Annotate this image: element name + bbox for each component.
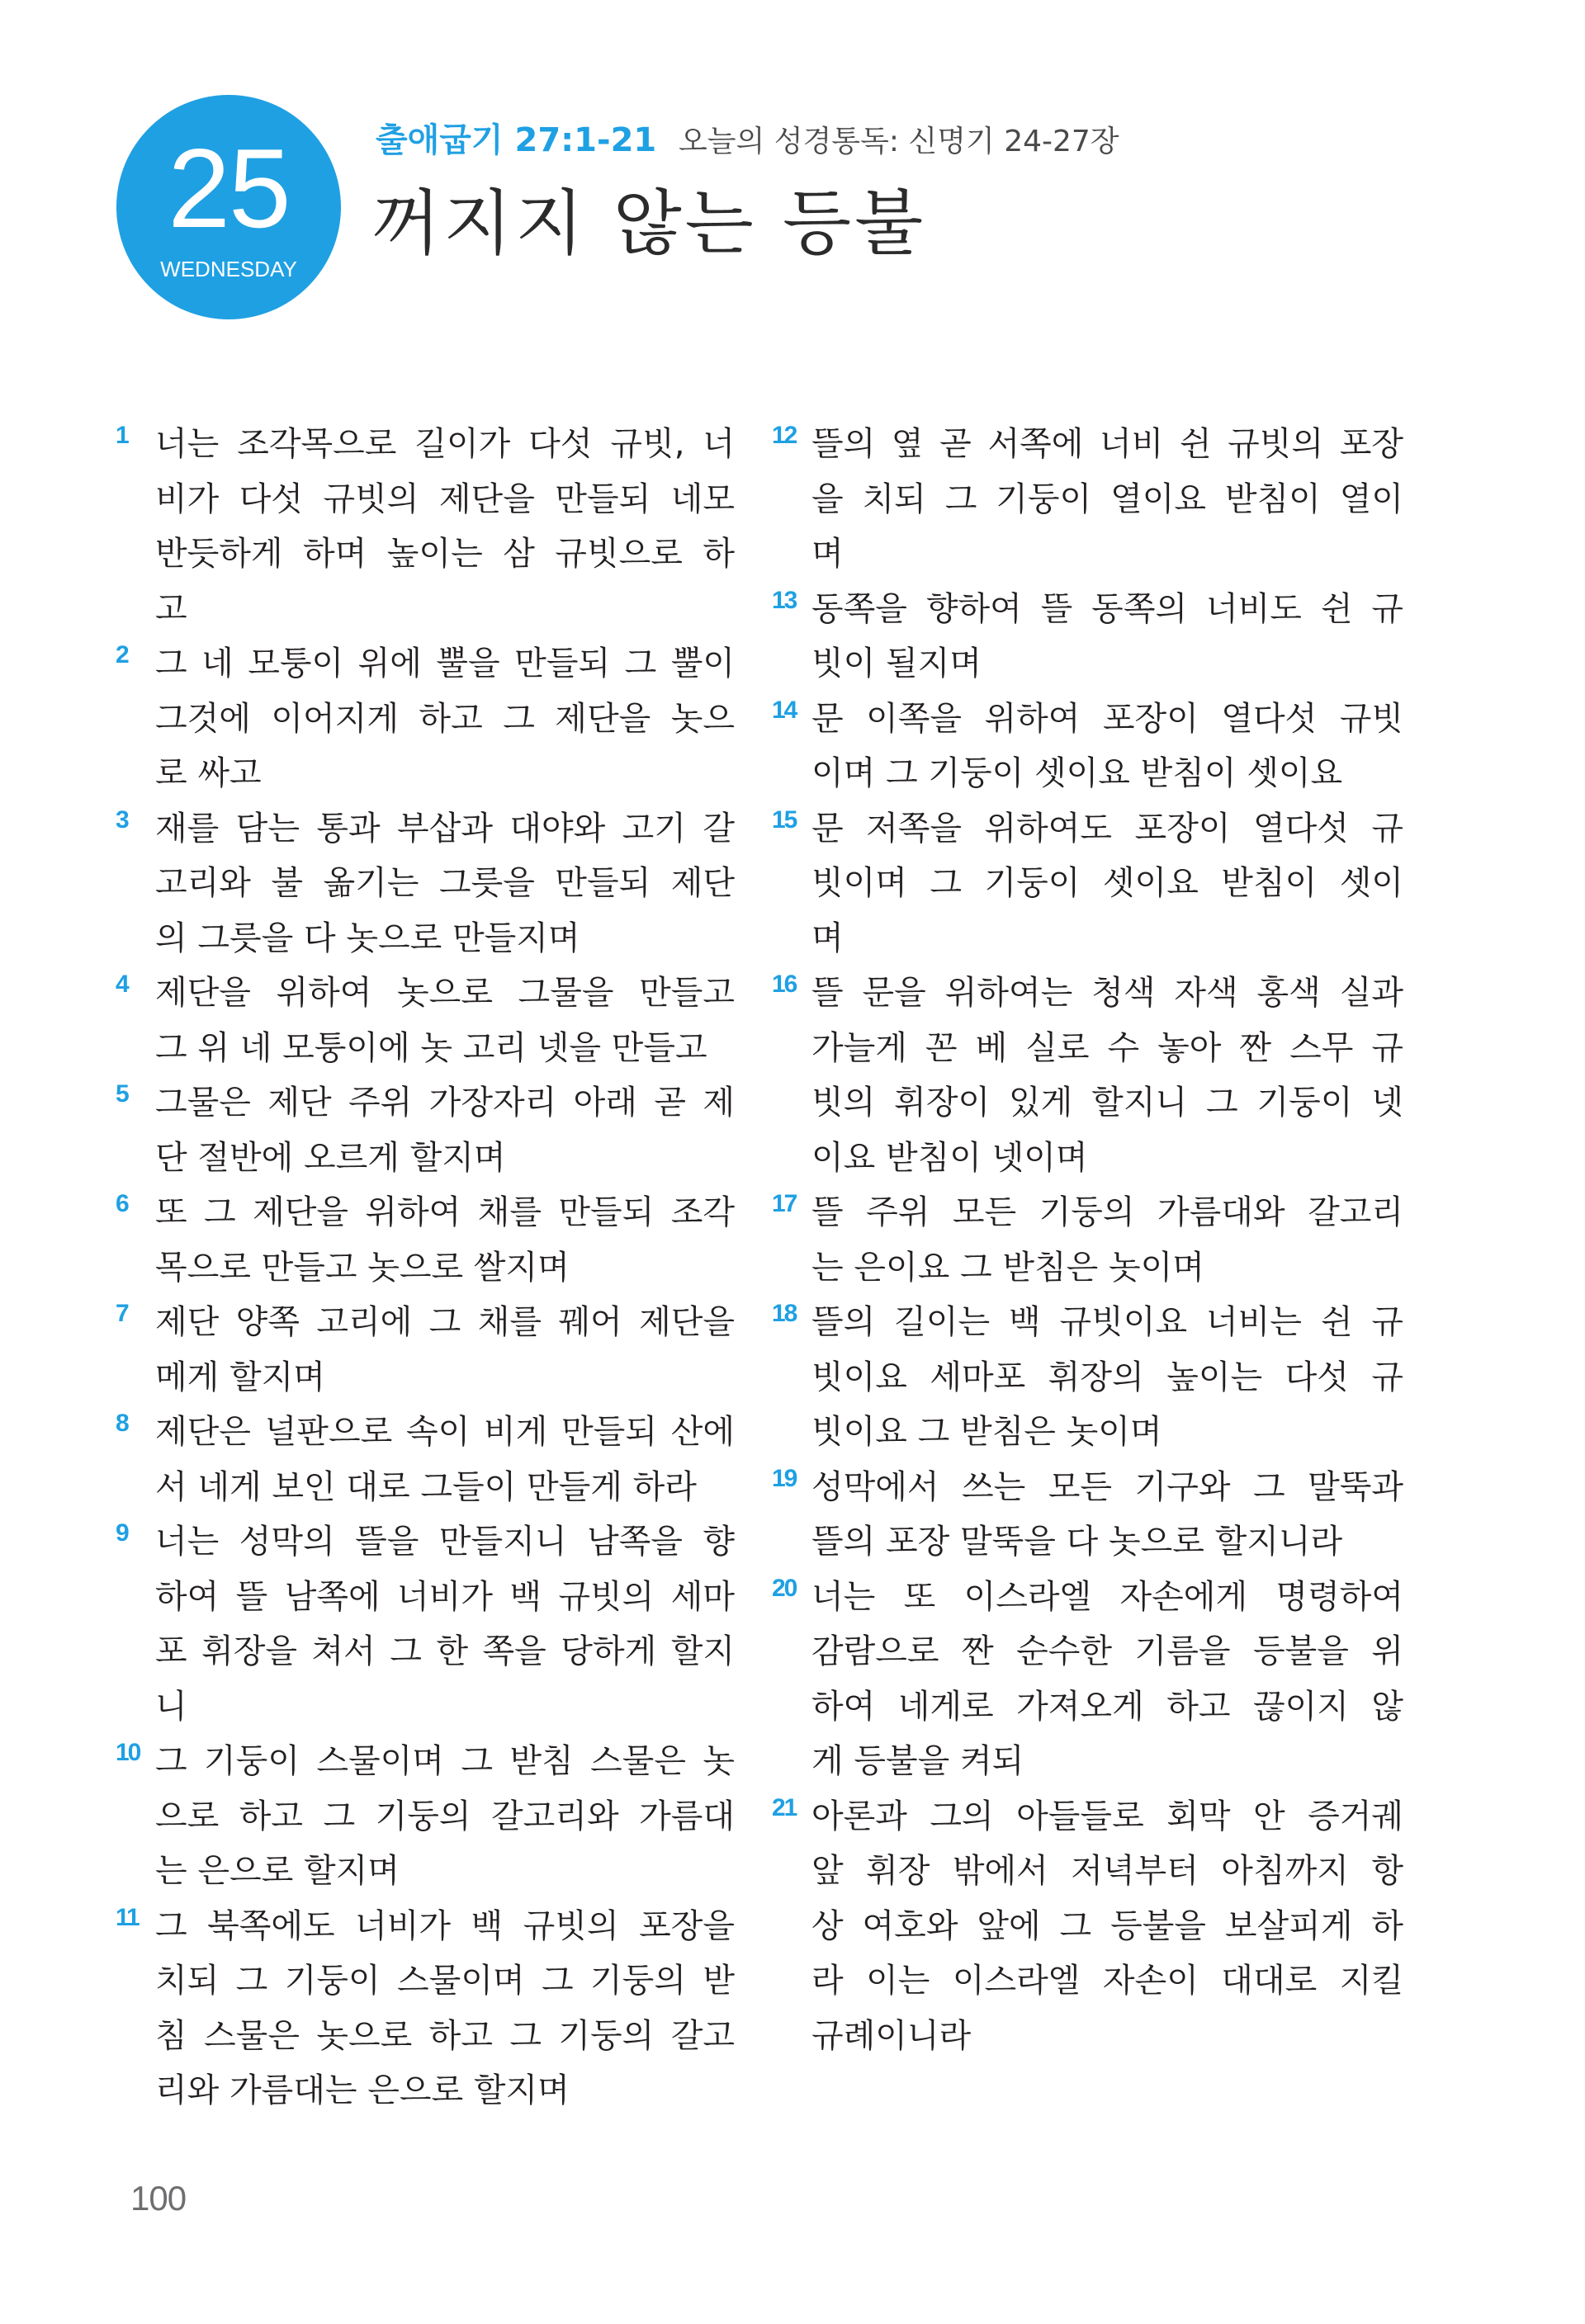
verse-line: 고 <box>155 589 187 628</box>
verse-line: 아론과 그의 아들들로 회막 안 증거궤 <box>811 1797 1403 1835</box>
page-title: 꺼지지 않는 등불 <box>371 182 927 265</box>
verse-line: 고리와 불 옮기는 그릇을 만들되 제단 <box>155 864 735 902</box>
verse-number: 18 <box>772 1300 797 1327</box>
verses-right-column <box>772 417 1403 2063</box>
verse-number: 12 <box>772 422 797 449</box>
verse-number: 11 <box>116 1903 139 1931</box>
verse-line: 포 휘장을 쳐서 그 한 쪽을 당하게 할지 <box>155 1632 735 1670</box>
verses-left-column <box>116 417 735 2119</box>
verse-line: 빗이요 세마포 휘장의 높이는 다섯 규 <box>811 1358 1403 1396</box>
verse-line: 그 위 네 모퉁이에 놋 고리 넷을 만들고 <box>155 1028 707 1067</box>
verse <box>116 1405 735 1514</box>
verse-line: 동쪽을 향하여 뜰 동쪽의 너비도 쉰 규 <box>811 589 1403 628</box>
verse <box>116 1075 735 1185</box>
verse-number: 21 <box>772 1793 797 1821</box>
verse-line: 비가 다섯 규빗의 제단을 만들되 네모 <box>155 479 735 518</box>
verse <box>116 1734 735 1899</box>
verse-number: 17 <box>772 1190 797 1217</box>
verse-line: 게 등불을 켜되 <box>811 1742 1024 1780</box>
verse-line: 메게 할지며 <box>155 1358 325 1396</box>
verse-line: 문 이쪽을 위하여 포장이 열다섯 규빗 <box>811 699 1403 738</box>
verse-line: 빗의 휘장이 있게 할지니 그 기둥이 넷 <box>811 1084 1403 1122</box>
verse-line: 는 은으로 할지며 <box>155 1852 400 1890</box>
verse <box>772 1460 1403 1570</box>
verse <box>772 801 1403 966</box>
date-badge <box>116 95 341 319</box>
verse-line: 리와 가름대는 은으로 할지며 <box>155 2071 570 2109</box>
verse-line: 라 이는 이스라엘 자손이 대대로 지킬 <box>811 1962 1403 2000</box>
verse-line: 하여 네게로 가져오게 하고 끊이지 않 <box>811 1687 1403 1726</box>
verse-line: 니 <box>155 1687 187 1726</box>
verse-line: 며 <box>811 919 844 957</box>
verse <box>772 582 1403 692</box>
day-number: 25 <box>168 125 290 251</box>
verse-line: 가늘게 꼰 베 실로 수 놓아 짠 스무 규 <box>811 1028 1403 1067</box>
verse-number: 7 <box>116 1300 128 1327</box>
verse-number: 13 <box>772 586 797 614</box>
verse-line: 앞 휘장 밖에서 저녁부터 아침까지 항 <box>811 1852 1403 1890</box>
verse-line: 로 싸고 <box>155 754 262 792</box>
verse-line: 뜰 주위 모든 기둥의 가름대와 갈고리 <box>811 1193 1403 1231</box>
verse <box>772 966 1403 1185</box>
verse-line: 감람으로 짠 순수한 기름을 등불을 위 <box>811 1632 1403 1670</box>
daily-reading-plan: 오늘의 성경통독: 신명기 24-27장 <box>678 125 1119 158</box>
verse-line: 제단은 널판으로 속이 비게 만들되 산에 <box>155 1413 735 1451</box>
verse-line: 치되 그 기둥이 스물이며 그 기둥의 받 <box>155 1962 735 2000</box>
verse-line: 그 기둥이 스물이며 그 받침 스물은 놋 <box>155 1742 735 1780</box>
verse <box>116 1514 735 1734</box>
verse-line: 그물은 제단 주위 가장자리 아래 곧 제 <box>155 1084 735 1122</box>
verse-line: 재를 담는 통과 부삽과 대야와 고기 갈 <box>155 809 735 848</box>
verse-number: 2 <box>116 641 128 668</box>
verse-line: 제단을 위하여 놋으로 그물을 만들고 <box>155 974 735 1012</box>
verse <box>116 1185 735 1295</box>
verse-number: 3 <box>116 805 128 834</box>
verse <box>116 966 735 1075</box>
verse <box>116 1295 735 1405</box>
verse-line: 하여 뜰 남쪽에 너비가 백 규빗의 세마 <box>155 1577 735 1616</box>
scripture-reference <box>376 121 1119 159</box>
verse-number: 19 <box>772 1464 797 1492</box>
verse-line: 그 북쪽에도 너비가 백 규빗의 포장을 <box>155 1906 735 1945</box>
verse-line: 너는 조각목으로 길이가 다섯 규빗, 너 <box>155 425 735 463</box>
verse-line: 그것에 이어지게 하고 그 제단을 놋으 <box>155 699 735 738</box>
verse-line: 목으로 만들고 놋으로 쌀지며 <box>155 1248 570 1287</box>
verse-line: 상 여호와 앞에 그 등불을 보살피게 하 <box>811 1906 1403 1945</box>
verse <box>772 417 1403 582</box>
verse-number: 10 <box>116 1739 140 1766</box>
page-number: 100 <box>130 2179 187 2218</box>
verse <box>116 801 735 966</box>
verse-line: 이요 받침이 넷이며 <box>811 1138 1088 1177</box>
verse-number: 1 <box>116 422 128 449</box>
verse-line: 성막에서 쓰는 모든 기구와 그 말뚝과 <box>811 1467 1403 1506</box>
verse <box>772 1570 1403 1789</box>
verse-number: 15 <box>772 805 797 834</box>
weekday-label: WEDNESDAY <box>160 257 297 281</box>
verse <box>772 1295 1403 1460</box>
verse-number: 8 <box>116 1410 128 1437</box>
verse-line: 뜰 문을 위하여는 청색 자색 홍색 실과 <box>811 974 1403 1012</box>
verse-line: 을 치되 그 기둥이 열이요 받침이 열이 <box>811 479 1403 518</box>
verse-line: 으로 하고 그 기둥의 갈고리와 가름대 <box>155 1797 735 1835</box>
verse-line: 빗이며 그 기둥이 셋이요 받침이 셋이 <box>811 864 1403 902</box>
verse-line: 문 저쪽을 위하여도 포장이 열다섯 규 <box>811 809 1403 848</box>
verse-line: 는 은이요 그 받침은 놋이며 <box>811 1248 1204 1287</box>
verse-line: 또 그 제단을 위하여 채를 만들되 조각 <box>155 1193 735 1231</box>
verse <box>772 1185 1403 1295</box>
verse-line: 뜰의 길이는 백 규빗이요 너비는 쉰 규 <box>811 1303 1403 1341</box>
verse-number: 16 <box>772 971 797 998</box>
verse-line: 빗이 될지며 <box>811 645 982 683</box>
verse <box>116 417 735 636</box>
verse <box>116 636 735 801</box>
verse-number: 14 <box>772 696 797 724</box>
verse-line: 침 스물은 놋으로 하고 그 기둥의 갈고 <box>155 2016 735 2055</box>
verse-line: 이며 그 기둥이 셋이요 받침이 셋이요 <box>811 754 1343 792</box>
verse-line: 며 <box>811 535 844 573</box>
verse-line: 반듯하게 하며 높이는 삼 규빗으로 하 <box>155 535 735 573</box>
verse-line: 빗이요 그 받침은 놋이며 <box>811 1413 1162 1451</box>
verse-line: 너는 성막의 뜰을 만들지니 남쪽을 향 <box>155 1523 735 1561</box>
verse-number: 5 <box>116 1080 128 1108</box>
passage-reference: 출애굽기 27:1-21 <box>376 121 657 159</box>
verse-line: 서 네게 보인 대로 그들이 만들게 하라 <box>155 1467 697 1506</box>
verse-number: 20 <box>772 1574 797 1602</box>
verse-number: 4 <box>116 971 128 998</box>
verse-line: 규례이니라 <box>811 2016 972 2055</box>
verse-number: 9 <box>116 1519 128 1547</box>
verse-line: 의 그릇을 다 놋으로 만들지며 <box>155 919 580 957</box>
verse <box>772 692 1403 801</box>
verse <box>772 1789 1403 2064</box>
verse-line: 뜰의 포장 말뚝을 다 놋으로 할지니라 <box>811 1523 1343 1561</box>
verse-number: 6 <box>116 1190 128 1217</box>
verse <box>116 1899 735 2119</box>
verse-line: 뜰의 옆 곧 서쪽에 너비 쉰 규빗의 포장 <box>811 425 1403 463</box>
verse-line: 그 네 모퉁이 위에 뿔을 만들되 그 뿔이 <box>155 645 735 683</box>
verse-line: 제단 양쪽 고리에 그 채를 꿰어 제단을 <box>155 1303 735 1341</box>
verse-line: 단 절반에 오르게 할지며 <box>155 1138 506 1177</box>
verse-line: 너는 또 이스라엘 자손에게 명령하여 <box>811 1577 1403 1616</box>
